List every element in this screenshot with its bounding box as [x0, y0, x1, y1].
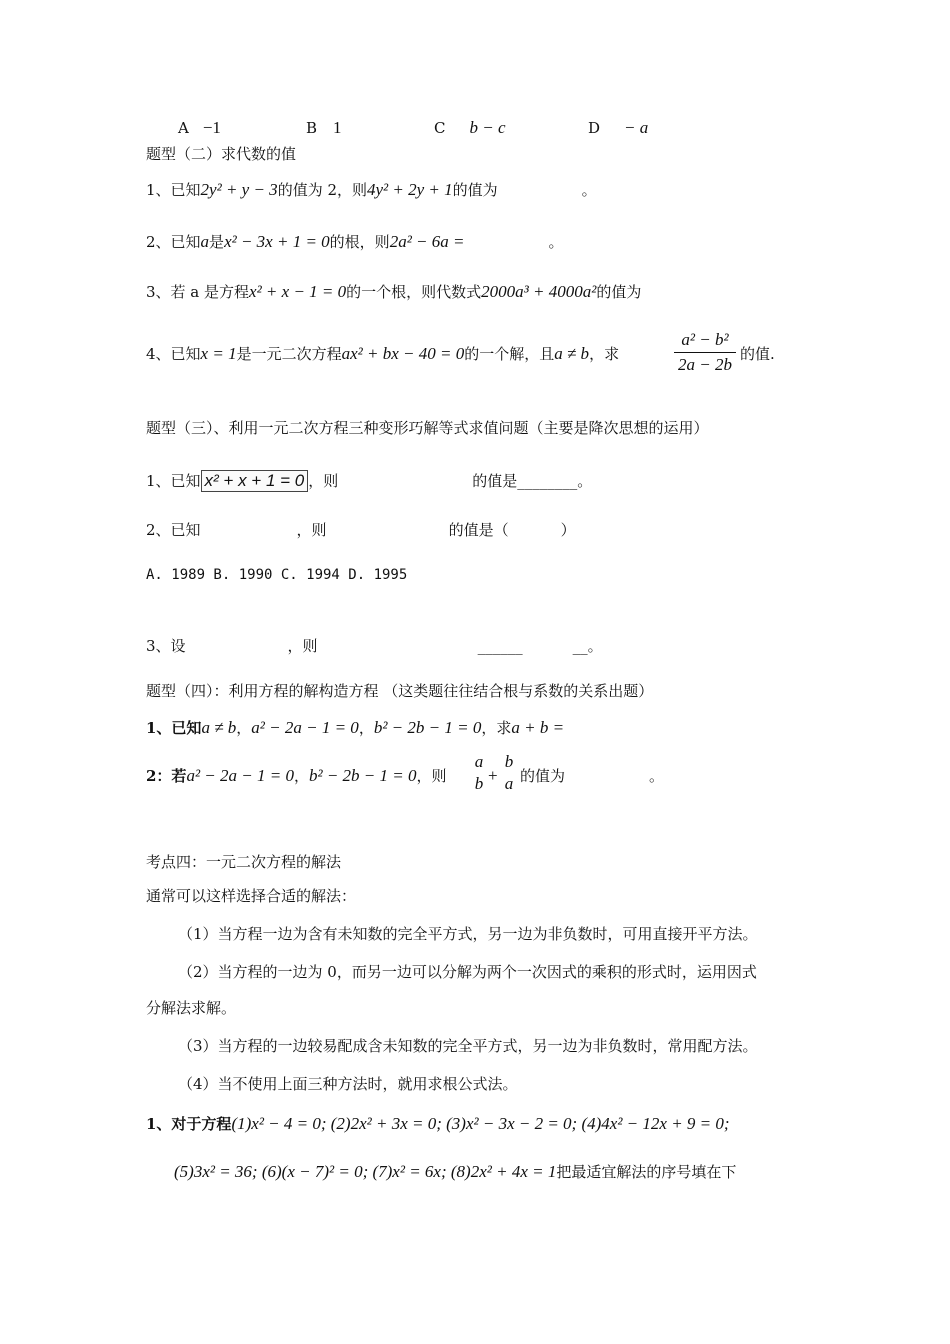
kp4-p2b: 分解法求解。: [146, 999, 237, 1017]
plus-sign: +: [488, 766, 498, 785]
fraction-b-over-a: b a: [504, 752, 514, 793]
kp4-intro: 通常可以这样选择合适的解法：: [146, 887, 357, 905]
sec2-q2: 2、已知a是x² − 3x + 1 = 0的根，则2a² − 6a = 。: [146, 232, 564, 251]
sec3-q3: 3、设 ，则 ______ __。: [146, 637, 603, 655]
section-title-3: 题型（三）、利用一元二次方程三种变形巧解等式求值问题（主要是降次思想的运用）: [146, 419, 709, 437]
sec2-q3: 3、若 a 是方程x² + x − 1 = 0的一个根，则代数式2000a³ + 4000a²的值为: [146, 282, 642, 301]
sec3-q2: 2、已知 ，则 的值是（ ）: [146, 521, 576, 539]
option-a: A −1: [178, 118, 221, 137]
boxed-equation: x² + x + 1 = 0: [201, 470, 309, 492]
kp4-p4: （4）当不使用上面三种方法时，就用求根公式法。: [178, 1075, 518, 1093]
section-title-4: 题型（四）：利用方程的解构造方程 （这类题往往结合根与系数的关系出题）: [146, 682, 654, 700]
sec4-q2-post: 的值为 。: [520, 767, 665, 785]
sec4-q1: 1、已知a ≠ b，a² − 2a − 1 = 0，b² − 2b − 1 = 0，求a + b =: [146, 718, 565, 737]
kp4-p1: （1）当方程一边为含有未知数的完全平方式，另一边为非负数时，可用直接开平方法。: [178, 925, 758, 943]
kp4-p2a: （2）当方程的一边为 0，而另一边可以分解为两个一次因式的乘积的形式时，运用因式: [178, 963, 757, 981]
kp4-title: 考点四：一元二次方程的解法: [146, 853, 342, 871]
kp4-q1: 1、对于方程(1)x² − 4 = 0; (2)2x² + 3x = 0; (3)x² − 3x − 2 = 0; (4)4x² − 12x + 9 = 0;: [146, 1114, 730, 1133]
kp4-p3: （3）当方程的一边较易配成含未知数的完全平方式，另一边为非负数时，常用配方法。: [178, 1037, 758, 1055]
option-d: D − a: [588, 118, 649, 137]
sec2-q4: 4、已知x = 1是一元二次方程ax² + bx − 40 = 0的一个解，且a ≠ b，求: [146, 344, 620, 363]
option-c: C b − c: [434, 118, 506, 137]
sec2-q1: 1、已知2y² + y − 3的值为 2，则4y² + 2y + 1的值为 。: [146, 180, 597, 199]
sec3-q1: 1、已知 x² + x + 1 = 0 ，则 的值是________。: [146, 471, 593, 490]
fraction-q4: a² − b² 2a − 2b: [674, 330, 736, 375]
sec2-q4-post: 的值.: [740, 345, 775, 363]
fraction-a-over-b: a b: [474, 752, 484, 793]
option-b: B 1: [306, 118, 342, 137]
section-title-2: 题型（二）求代数的值: [146, 145, 297, 163]
sec4-q2: 2：若a² − 2a − 1 = 0，b² − 2b − 1 = 0，则: [146, 766, 447, 785]
sec3-choices: A. 1989 B. 1990 C. 1994 D. 1995: [146, 567, 408, 583]
kp4-q1-cont: (5)3x² = 36; (6)(x − 7)² = 0; (7)x² = 6x; (8)2x² + 4x = 1把最适宜解法的序号填在下: [174, 1162, 737, 1181]
